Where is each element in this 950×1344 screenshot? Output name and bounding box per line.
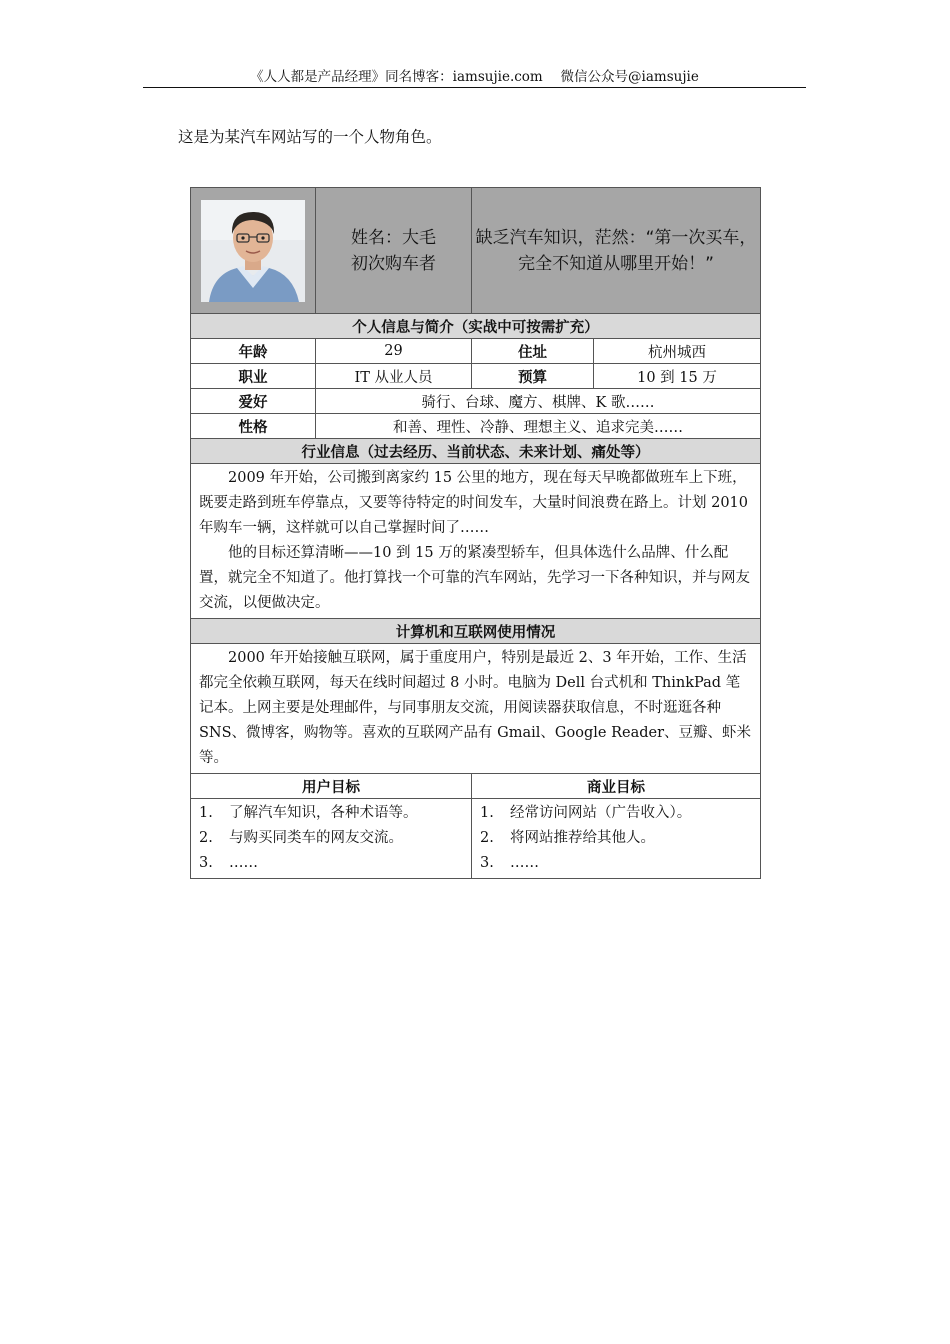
avatar [201, 200, 305, 302]
user-goals-list [191, 799, 472, 879]
address-label: 住址 [472, 339, 594, 364]
hobby-value: 骑行、台球、魔方、棋牌、K 歌…… [316, 389, 761, 414]
info-row-personality [191, 414, 761, 439]
industry-info [191, 464, 761, 619]
industry-paragraph-1: 2009 年开始，公司搬到离家约 15 公里的地方，现在每天早晚都做班车上下班，既要走路到班车停靠点，又要等待特定的时间发车，大量时间浪费在路上。计划 2010 年购车一辆，这样就可以自己掌握时间了…… [199, 470, 749, 536]
internet-usage [191, 644, 761, 774]
age-value: 29 [316, 339, 472, 364]
job-label: 职业 [191, 364, 316, 389]
info-row-job-budget [191, 364, 761, 389]
job-value: IT 从业人员 [316, 364, 472, 389]
address-value: 杭州城西 [594, 339, 761, 364]
name-cell [316, 188, 472, 314]
header-rule [143, 87, 806, 88]
internet-paragraph: 2000 年开始接触互联网，属于重度用户，特别是最近 2、3 年开始，工作、生活都完全依赖互联网，每天在线时间超过 8 小时。电脑为 Dell 台式机和 ThinkPad 笔记本。上网主要是处理邮件，与同事朋友交流，用阅读器获取信息，不时逛逛各种 SNS、微博客，购物等。喜欢的互联网产品有 Gmail、Google Reader、豆瓣、虾米等。 [199, 650, 752, 766]
list-item: 2. 与购买同类车的网友交流。 [199, 830, 403, 846]
personality-label: 性格 [191, 414, 316, 439]
list-item: 3. …… [199, 855, 258, 871]
persona-quote: 缺乏汽车知识，茫然：“第一次买车，完全不知道从哪里开始！” [472, 188, 761, 314]
info-row-age-address [191, 339, 761, 364]
list-item: 1. 了解汽车知识，各种术语等。 [199, 805, 418, 821]
section-internet-heading: 计算机和互联网使用情况 [191, 619, 761, 644]
budget-label: 预算 [472, 364, 594, 389]
portrait-photo [201, 200, 305, 302]
list-item: 1. 经常访问网站（广告收入）。 [480, 805, 692, 821]
list-item: 3. …… [480, 855, 539, 871]
age-label: 年龄 [191, 339, 316, 364]
business-goals-list [472, 799, 761, 879]
business-goals-heading: 商业目标 [472, 774, 761, 799]
page-header: 《人人都是产品经理》同名博客：iamsujie.com 微信公众号@iamsujie [250, 69, 699, 85]
hobby-label: 爱好 [191, 389, 316, 414]
persona-name: 姓名：大毛 [351, 227, 436, 248]
user-goals-heading: 用户目标 [191, 774, 472, 799]
industry-paragraph-2: 他的目标还算清晰——10 到 15 万的紧凑型轿车，但具体选什么品牌、什么配置，就完全不知道了。他打算找一个可靠的汽车网站，先学习一下各种知识，并与网友交流，以便做决定。 [199, 545, 750, 611]
intro-text: 这是为某汽车网站写的一个人物角色。 [178, 128, 442, 146]
photo-cell [191, 188, 316, 314]
budget-value: 10 到 15 万 [594, 364, 761, 389]
persona-table [190, 187, 761, 879]
section-industry-heading: 行业信息（过去经历、当前状态、未来计划、痛处等） [191, 439, 761, 464]
info-row-hobby [191, 389, 761, 414]
list-item: 2. 将网站推荐给其他人。 [480, 830, 655, 846]
personality-value: 和善、理性、冷静、理想主义、追求完美…… [316, 414, 761, 439]
persona-role: 初次购车者 [351, 253, 436, 274]
persona-top-row [191, 188, 761, 314]
section-profile-heading: 个人信息与简介（实战中可按需扩充） [191, 314, 761, 339]
